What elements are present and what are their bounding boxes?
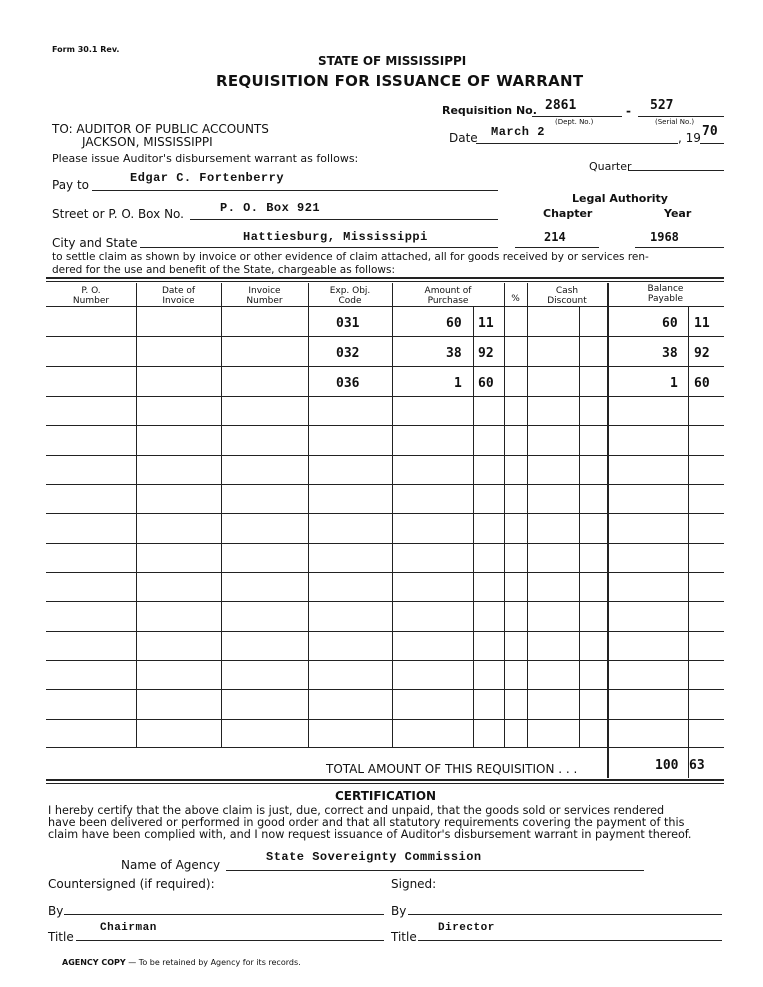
street-label: Street or P. O. Box No. — [52, 207, 184, 221]
date-year-prefix: , 19 — [678, 131, 701, 145]
legal-authority-title: Legal Authority — [572, 192, 668, 205]
requisition-label: Requisition No. — [442, 104, 537, 117]
serial-number: 527 — [650, 98, 674, 113]
city-label: City and State — [52, 236, 138, 250]
payee-name: Edgar C. Fortenberry — [130, 171, 285, 185]
legal-year-value: 1968 — [650, 230, 679, 244]
header-balance: Balance Payable — [647, 284, 684, 304]
certification-line-1: I hereby certify that the above claim is just, due, correct and unpaid, that the goods sold or services rendered — [48, 804, 665, 817]
settle-text-2: dered for the use and benefit of the State, chargeable as follows: — [52, 264, 395, 276]
row-balance-dollars: 1 — [670, 376, 678, 391]
sign-title-value: Director — [438, 922, 495, 934]
header-cash-discount: Cash Discount — [547, 286, 587, 306]
header-invoice: Invoice Number — [246, 286, 283, 306]
to-line-1: TO: AUDITOR OF PUBLIC ACCOUNTS — [52, 122, 269, 136]
state-heading: STATE OF MISSISSIPPI — [318, 54, 467, 68]
agency-value: State Sovereignty Commission — [266, 850, 482, 864]
form-title: REQUISITION FOR ISSUANCE OF WARRANT — [216, 72, 584, 90]
header-percent: % — [511, 294, 520, 304]
header-date: Date of Invoice — [161, 286, 196, 306]
date-value: March 2 — [491, 125, 545, 139]
row-balance-cents: 11 — [694, 316, 710, 331]
certification-title: CERTIFICATION — [335, 789, 437, 803]
legal-year-label: Year — [664, 207, 692, 220]
header-po: P. O. Number — [72, 286, 110, 306]
row-balance-dollars: 38 — [662, 346, 678, 361]
certification-line-3: claim have been complied with, and I now request issuance of Auditor's disbursement warrant in payment thereof. — [48, 828, 692, 841]
dept-number: 2861 — [545, 98, 577, 113]
chapter-value: 214 — [544, 230, 566, 244]
pay-to-label: Pay to — [52, 178, 90, 192]
total-cents: 63 — [689, 758, 705, 773]
row-balance-dollars: 60 — [662, 316, 678, 331]
row-amount-dollars: 1 — [454, 376, 462, 391]
city-value: Hattiesburg, Mississippi — [243, 230, 428, 244]
street-value: P. O. Box 921 — [220, 201, 321, 215]
certification-line-2: have been delivered or performed in good order and that all statutory requirements covering the payment of this — [48, 816, 685, 829]
total-label: TOTAL AMOUNT OF THIS REQUISITION . . . — [326, 762, 578, 776]
agency-copy-note: — To be retained by Agency for its records. — [128, 958, 301, 967]
row-amount-cents: 92 — [478, 346, 494, 361]
sign-by-label: By — [391, 904, 407, 918]
chapter-label: Chapter — [543, 207, 593, 220]
date-year: 70 — [702, 124, 718, 139]
countersign-title-value: Chairman — [100, 922, 157, 934]
countersigned-label: Countersigned (if required): — [48, 877, 215, 891]
row-code: 036 — [336, 376, 360, 391]
row-amount-cents: 11 — [478, 316, 494, 331]
to-line-2: JACKSON, MISSISSIPPI — [82, 135, 213, 149]
footer-note — [62, 958, 301, 967]
serial-caption: (Serial No.) — [655, 118, 695, 126]
date-label: Date — [449, 131, 478, 145]
settle-text-1: to settle claim as shown by invoice or other evidence of claim attached, all for goods received by or services ren- — [52, 251, 649, 263]
row-balance-cents: 60 — [694, 376, 710, 391]
row-amount-dollars: 60 — [446, 316, 462, 331]
requisition-dash: - — [626, 104, 631, 118]
instruction-text: Please issue Auditor's disbursement warrant as follows: — [52, 152, 359, 165]
countersign-title-label: Title — [48, 930, 74, 944]
sign-title-label: Title — [391, 930, 417, 944]
header-amount: Amount of Purchase — [424, 286, 472, 306]
dept-caption: (Dept. No.) — [555, 118, 594, 126]
agency-copy-label: AGENCY COPY — [62, 958, 126, 967]
quarter-label: Quarter — [589, 160, 632, 173]
header-code: Exp. Obj. Code — [329, 286, 371, 306]
row-code: 032 — [336, 346, 360, 361]
countersign-by-label: By — [48, 904, 64, 918]
row-balance-cents: 92 — [694, 346, 710, 361]
row-code: 031 — [336, 316, 360, 331]
signed-label: Signed: — [391, 877, 437, 891]
total-dollars: 100 — [655, 758, 679, 773]
row-amount-cents: 60 — [478, 376, 494, 391]
agency-label: Name of Agency — [121, 858, 221, 872]
row-amount-dollars: 38 — [446, 346, 462, 361]
form-number: Form 30.1 Rev. — [52, 45, 120, 54]
